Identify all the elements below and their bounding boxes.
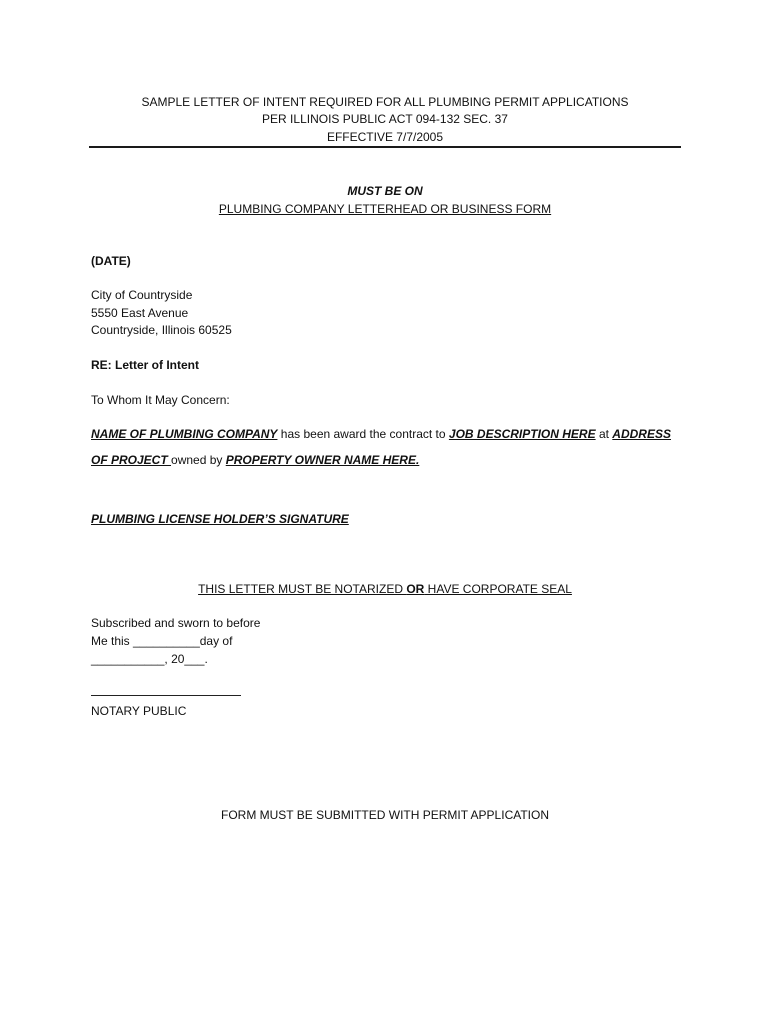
letterhead-requirement: PLUMBING COMPANY LETTERHEAD OR BUSINESS FORM: [218, 202, 552, 216]
header-line-3: EFFECTIVE 7/7/2005: [326, 130, 444, 144]
notarize-text-1: THIS LETTER MUST BE NOTARIZED: [198, 582, 407, 596]
notarize-text-2: HAVE CORPORATE SEAL: [424, 582, 572, 596]
address-line-2: 5550 East Avenue: [91, 306, 189, 320]
property-owner-placeholder: PROPERTY OWNER NAME HERE.: [225, 453, 420, 467]
company-name-placeholder: NAME OF PLUMBING COMPANY: [91, 427, 278, 441]
notarize-or: OR: [406, 582, 425, 596]
body-line-1: [91, 427, 671, 441]
sworn-line-3: ___________, 20___.: [91, 652, 208, 666]
project-address-placeholder-part-2: OF PROJECT: [91, 453, 172, 467]
must-be-on-label: MUST BE ON: [347, 184, 423, 198]
address-line-1: City of Countryside: [91, 288, 193, 302]
footer-note: FORM MUST BE SUBMITTED WITH PERMIT APPLICATION: [220, 808, 550, 822]
notary-public-label: NOTARY PUBLIC: [91, 704, 187, 718]
project-address-placeholder-part-1: ADDRESS: [612, 427, 671, 441]
body-line-2: [91, 453, 419, 467]
job-description-placeholder: JOB DESCRIPTION HERE: [448, 427, 596, 441]
body-text-3: owned by: [171, 453, 226, 467]
header-line-1: SAMPLE LETTER OF INTENT REQUIRED FOR ALL PLUMBING PERMIT APPLICATIONS: [141, 95, 629, 109]
re-line: RE: Letter of Intent: [91, 358, 199, 372]
notarize-requirement: [0, 582, 770, 596]
body-text-2: at: [595, 427, 613, 441]
notary-signature-line: [91, 695, 241, 696]
header-line-2: PER ILLINOIS PUBLIC ACT 094-132 SEC. 37: [262, 112, 508, 126]
salutation: To Whom It May Concern:: [91, 393, 230, 407]
date-placeholder: (DATE): [91, 254, 131, 268]
body-text-1: has been award the contract to: [277, 427, 449, 441]
sworn-line-2: Me this __________day of: [91, 634, 233, 648]
header-divider: [89, 146, 681, 148]
license-holder-signature-label: PLUMBING LICENSE HOLDER’S SIGNATURE: [91, 512, 349, 526]
sworn-line-1: Subscribed and sworn to before: [91, 616, 261, 630]
address-line-3: Countryside, Illinois 60525: [91, 323, 232, 337]
